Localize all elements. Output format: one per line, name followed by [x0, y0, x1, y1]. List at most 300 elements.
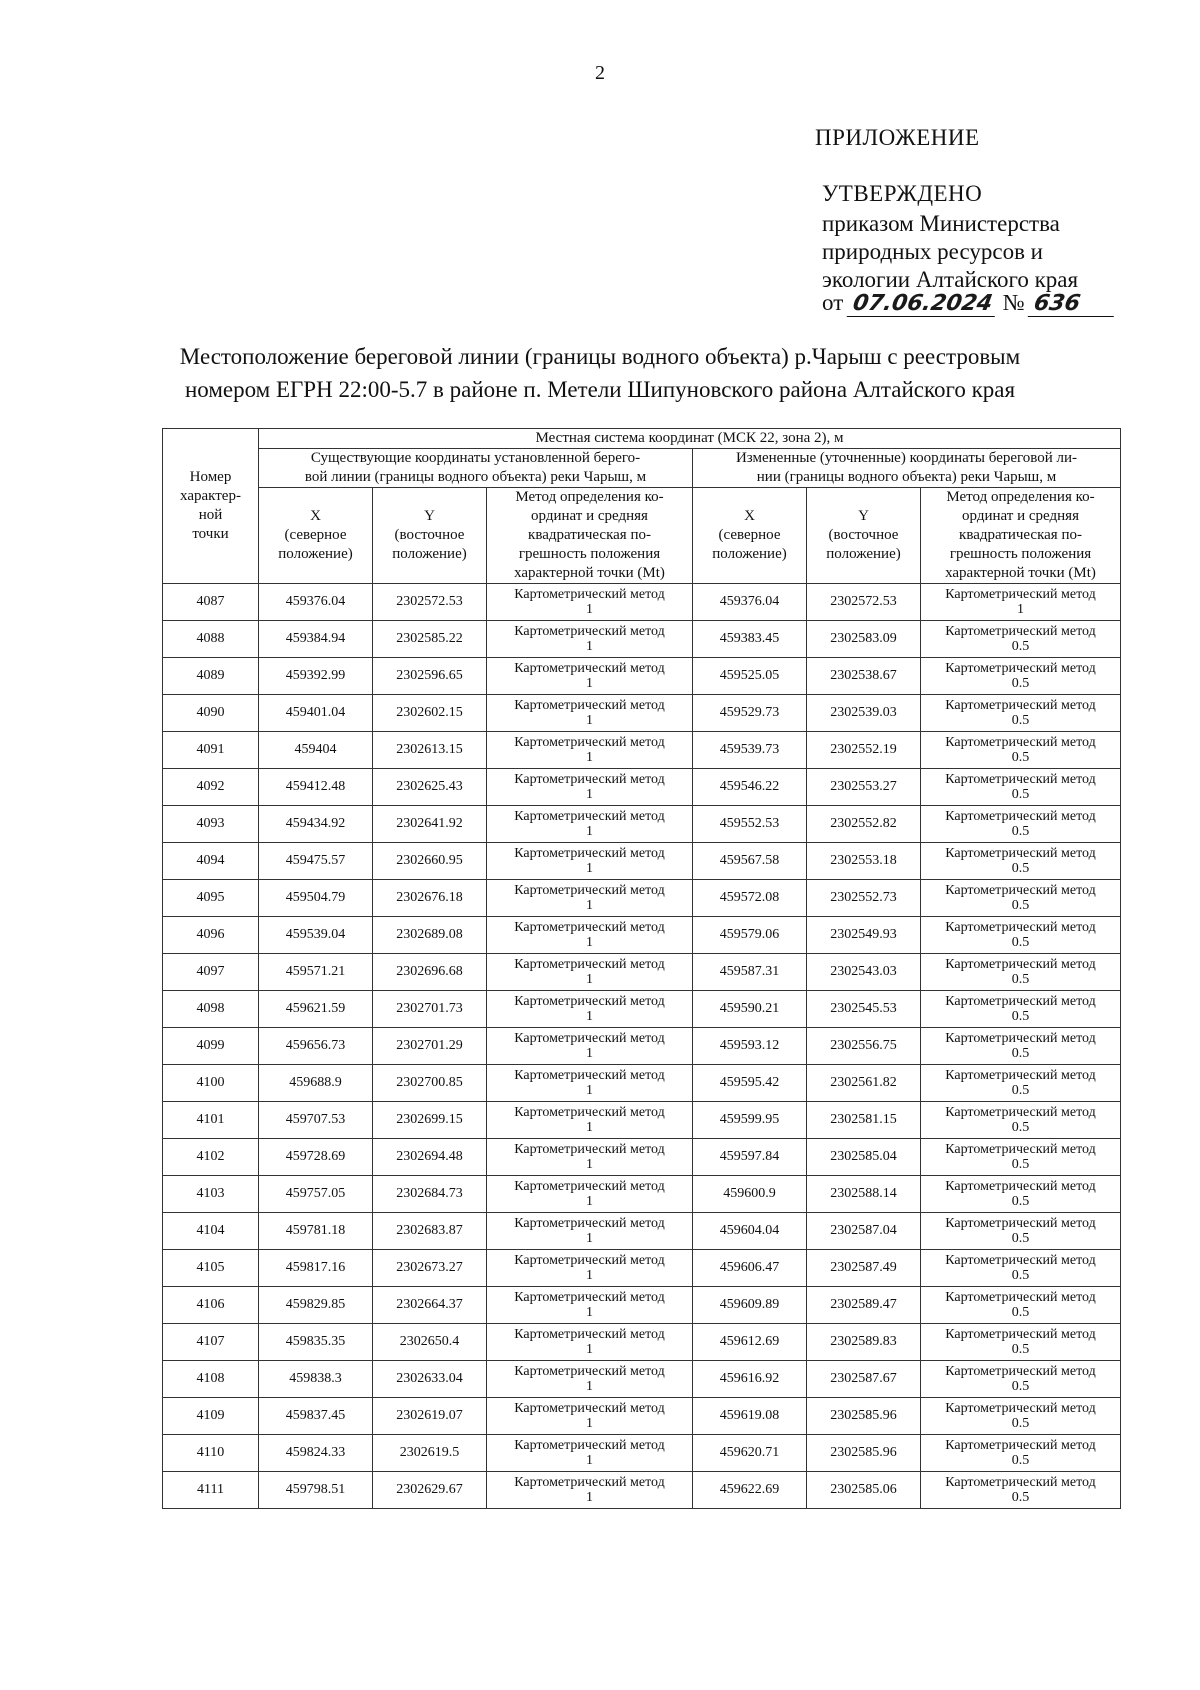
cell-y-changed: 2302561.82	[807, 1065, 921, 1102]
cell-point-number: 4099	[163, 1028, 259, 1065]
cell-method-changed	[921, 843, 1121, 880]
document-title	[60, 340, 1140, 406]
cell-y-changed: 2302589.47	[807, 1287, 921, 1324]
cell-point-number: 4094	[163, 843, 259, 880]
method-name: Картометрический метод	[945, 809, 1096, 824]
table-row	[163, 769, 1121, 806]
cell-x-existing: 459728.69	[259, 1139, 373, 1176]
cell-point-number: 4110	[163, 1435, 259, 1472]
table-row	[163, 584, 1121, 621]
cell-y-changed: 2302585.06	[807, 1472, 921, 1509]
cell-point-number: 4096	[163, 917, 259, 954]
method-name: Картометрический метод	[945, 1327, 1096, 1342]
header-changed-coordinates: Измененные (уточненные) координаты береговой ли- нии (границы водного объекта) реки Чарыш, м	[693, 449, 1121, 488]
method-name: Картометрический метод	[945, 1475, 1096, 1490]
cell-method-existing	[487, 769, 693, 806]
cell-point-number: 4106	[163, 1287, 259, 1324]
cell-y-existing: 2302619.5	[373, 1435, 487, 1472]
table-row	[163, 732, 1121, 769]
method-name: Картометрический метод	[945, 735, 1096, 750]
cell-point-number: 4088	[163, 621, 259, 658]
cell-y-existing: 2302699.15	[373, 1102, 487, 1139]
cell-method-changed	[921, 991, 1121, 1028]
method-name: Картометрический метод	[945, 698, 1096, 713]
cell-x-changed: 459587.31	[693, 954, 807, 991]
cell-y-existing: 2302673.27	[373, 1250, 487, 1287]
method-name: Картометрический метод	[945, 772, 1096, 787]
method-name: Картометрический метод	[514, 698, 665, 713]
cell-point-number: 4108	[163, 1361, 259, 1398]
cell-x-existing: 459404	[259, 732, 373, 769]
method-name: Картометрический метод	[945, 1179, 1096, 1194]
table-row	[163, 1435, 1121, 1472]
method-name: Картометрический метод	[514, 994, 665, 1009]
cell-y-existing: 2302650.4	[373, 1324, 487, 1361]
cell-x-changed: 459376.04	[693, 584, 807, 621]
cell-x-existing: 459401.04	[259, 695, 373, 732]
method-name: Картометрический метод	[945, 994, 1096, 1009]
cell-x-changed: 459552.53	[693, 806, 807, 843]
document-title-line: номером ЕГРН 22:00-5.7 в районе п. Метели Шипуновского района Алтайского края	[184, 377, 1016, 402]
table-row	[163, 1398, 1121, 1435]
cell-y-changed: 2302589.83	[807, 1324, 921, 1361]
cell-y-existing: 2302664.37	[373, 1287, 487, 1324]
cell-y-changed: 2302539.03	[807, 695, 921, 732]
cell-x-existing: 459504.79	[259, 880, 373, 917]
cell-point-number: 4107	[163, 1324, 259, 1361]
cell-x-changed: 459546.22	[693, 769, 807, 806]
cell-y-existing: 2302596.65	[373, 658, 487, 695]
table-row	[163, 621, 1121, 658]
method-error: 1	[586, 713, 593, 728]
cell-y-changed: 2302588.14	[807, 1176, 921, 1213]
method-name: Картометрический метод	[945, 846, 1096, 861]
method-error: 1	[586, 1268, 593, 1283]
method-error: 1	[586, 861, 593, 876]
method-name: Картометрический метод	[514, 1290, 665, 1305]
method-name: Картометрический метод	[514, 883, 665, 898]
method-name: Картометрический метод	[945, 1216, 1096, 1231]
cell-point-number: 4097	[163, 954, 259, 991]
cell-x-existing: 459434.92	[259, 806, 373, 843]
table-row	[163, 806, 1121, 843]
method-name: Картометрический метод	[945, 624, 1096, 639]
cell-x-changed: 459567.58	[693, 843, 807, 880]
cell-x-existing: 459392.99	[259, 658, 373, 695]
cell-y-existing: 2302602.15	[373, 695, 487, 732]
method-error: 1	[586, 1009, 593, 1024]
approval-block	[822, 180, 1078, 294]
cell-y-existing: 2302585.22	[373, 621, 487, 658]
table-header	[163, 429, 1121, 584]
cell-point-number: 4101	[163, 1102, 259, 1139]
method-error: 0.5	[1011, 1120, 1030, 1135]
method-name: Картометрический метод	[945, 1290, 1096, 1305]
method-error: 1	[586, 1490, 593, 1505]
cell-x-changed: 459593.12	[693, 1028, 807, 1065]
cell-y-changed: 2302587.49	[807, 1250, 921, 1287]
table-row	[163, 1213, 1121, 1250]
cell-x-changed: 459579.06	[693, 917, 807, 954]
table-body	[163, 584, 1121, 1509]
method-error: 0.5	[1011, 935, 1030, 950]
cell-point-number: 4105	[163, 1250, 259, 1287]
method-name: Картометрический метод	[945, 587, 1096, 602]
method-name: Картометрический метод	[514, 587, 665, 602]
cell-x-existing: 459835.35	[259, 1324, 373, 1361]
approval-line: природных ресурсов и	[822, 239, 1043, 264]
cell-y-existing: 2302619.07	[373, 1398, 487, 1435]
cell-x-existing: 459798.51	[259, 1472, 373, 1509]
order-from-label: от	[822, 290, 844, 315]
table-row	[163, 1361, 1121, 1398]
cell-x-existing: 459656.73	[259, 1028, 373, 1065]
cell-method-existing	[487, 1472, 693, 1509]
method-error: 1	[586, 676, 593, 691]
method-error: 1	[586, 1379, 593, 1394]
cell-y-changed: 2302553.18	[807, 843, 921, 880]
cell-method-existing	[487, 1102, 693, 1139]
cell-x-changed: 459572.08	[693, 880, 807, 917]
cell-x-existing: 459475.57	[259, 843, 373, 880]
method-error: 0.5	[1011, 1157, 1030, 1172]
cell-y-existing: 2302629.67	[373, 1472, 487, 1509]
cell-x-changed: 459622.69	[693, 1472, 807, 1509]
cell-method-existing	[487, 1065, 693, 1102]
cell-method-existing	[487, 1250, 693, 1287]
cell-x-changed: 459599.95	[693, 1102, 807, 1139]
cell-method-existing	[487, 1213, 693, 1250]
method-name: Картометрический метод	[514, 1253, 665, 1268]
method-name: Картометрический метод	[514, 1401, 665, 1416]
cell-method-existing	[487, 621, 693, 658]
cell-y-changed: 2302545.53	[807, 991, 921, 1028]
approved-label: УТВЕРЖДЕНО	[822, 181, 983, 206]
cell-y-changed: 2302538.67	[807, 658, 921, 695]
method-error: 1	[586, 1342, 593, 1357]
cell-y-changed: 2302572.53	[807, 584, 921, 621]
method-error: 0.5	[1011, 1194, 1030, 1209]
cell-method-changed	[921, 1028, 1121, 1065]
cell-method-existing	[487, 695, 693, 732]
method-name: Картометрический метод	[514, 1438, 665, 1453]
cell-point-number: 4091	[163, 732, 259, 769]
cell-method-changed	[921, 769, 1121, 806]
header-method-changed: Метод определения ко- ординат и средняя квадратическая по- грешность положения характерной точки (Mt)	[921, 488, 1121, 584]
method-error: 0.5	[1011, 1268, 1030, 1283]
cell-method-changed	[921, 917, 1121, 954]
table-row	[163, 1472, 1121, 1509]
cell-x-existing: 459838.3	[259, 1361, 373, 1398]
method-name: Картометрический метод	[514, 772, 665, 787]
cell-y-existing: 2302633.04	[373, 1361, 487, 1398]
table-row	[163, 843, 1121, 880]
cell-x-changed: 459606.47	[693, 1250, 807, 1287]
table-row	[163, 1250, 1121, 1287]
method-name: Картометрический метод	[945, 957, 1096, 972]
method-name: Картометрический метод	[514, 1179, 665, 1194]
cell-x-changed: 459609.89	[693, 1287, 807, 1324]
method-name: Картометрический метод	[514, 1475, 665, 1490]
method-error: 0.5	[1011, 1342, 1030, 1357]
cell-y-changed: 2302585.04	[807, 1139, 921, 1176]
method-error: 1	[586, 972, 593, 987]
table-row	[163, 1028, 1121, 1065]
order-line	[822, 290, 1116, 317]
method-name: Картометрический метод	[945, 920, 1096, 935]
cell-x-changed: 459597.84	[693, 1139, 807, 1176]
cell-method-existing	[487, 1287, 693, 1324]
cell-y-changed: 2302552.82	[807, 806, 921, 843]
cell-x-changed: 459604.04	[693, 1213, 807, 1250]
method-error: 0.5	[1011, 824, 1030, 839]
cell-x-existing: 459817.16	[259, 1250, 373, 1287]
cell-x-existing: 459376.04	[259, 584, 373, 621]
cell-method-changed	[921, 1435, 1121, 1472]
cell-x-existing: 459781.18	[259, 1213, 373, 1250]
coordinates-table	[162, 428, 1121, 1509]
cell-point-number: 4111	[163, 1472, 259, 1509]
cell-y-changed: 2302585.96	[807, 1398, 921, 1435]
header-point-number: Номер характер- ной точки	[163, 429, 259, 584]
method-error: 0.5	[1011, 676, 1030, 691]
cell-method-changed	[921, 1361, 1121, 1398]
cell-method-changed	[921, 695, 1121, 732]
header-y-changed: Y (восточное положение)	[807, 488, 921, 584]
cell-y-changed: 2302543.03	[807, 954, 921, 991]
cell-x-changed: 459619.08	[693, 1398, 807, 1435]
method-error: 1	[586, 824, 593, 839]
cell-method-existing	[487, 1435, 693, 1472]
cell-point-number: 4095	[163, 880, 259, 917]
cell-x-existing: 459571.21	[259, 954, 373, 991]
method-name: Картометрический метод	[514, 1327, 665, 1342]
method-error: 1	[586, 1231, 593, 1246]
page-number: 2	[595, 62, 605, 84]
cell-y-existing: 2302572.53	[373, 584, 487, 621]
order-number: 636	[1028, 291, 1119, 317]
header-method-existing: Метод определения ко- ординат и средняя квадратическая по- грешность положения характерной точки (Mt)	[487, 488, 693, 584]
header-y-existing: Y (восточное положение)	[373, 488, 487, 584]
cell-y-existing: 2302701.29	[373, 1028, 487, 1065]
cell-method-existing	[487, 1324, 693, 1361]
method-error: 0.5	[1011, 1231, 1030, 1246]
cell-method-existing	[487, 1361, 693, 1398]
table-row	[163, 954, 1121, 991]
cell-point-number: 4089	[163, 658, 259, 695]
cell-method-changed	[921, 658, 1121, 695]
cell-method-existing	[487, 1028, 693, 1065]
method-name: Картометрический метод	[945, 661, 1096, 676]
cell-y-changed: 2302587.67	[807, 1361, 921, 1398]
cell-method-existing	[487, 991, 693, 1028]
method-error: 1	[586, 935, 593, 950]
cell-x-existing: 459621.59	[259, 991, 373, 1028]
cell-x-existing: 459824.33	[259, 1435, 373, 1472]
cell-method-existing	[487, 584, 693, 621]
cell-y-changed: 2302585.96	[807, 1435, 921, 1472]
method-name: Картометрический метод	[514, 1364, 665, 1379]
method-error: 1	[586, 1083, 593, 1098]
method-error: 1	[586, 1120, 593, 1135]
table-row	[163, 1139, 1121, 1176]
method-name: Картометрический метод	[514, 957, 665, 972]
approval-line: приказом Министерства	[822, 211, 1060, 236]
cell-y-existing: 2302696.68	[373, 954, 487, 991]
cell-method-changed	[921, 1472, 1121, 1509]
cell-y-changed: 2302581.15	[807, 1102, 921, 1139]
cell-y-changed: 2302549.93	[807, 917, 921, 954]
method-error: 1	[586, 898, 593, 913]
method-error: 0.5	[1011, 750, 1030, 765]
cell-y-existing: 2302694.48	[373, 1139, 487, 1176]
method-error: 0.5	[1011, 861, 1030, 876]
method-error: 0.5	[1011, 1490, 1030, 1505]
method-name: Картометрический метод	[514, 661, 665, 676]
cell-y-existing: 2302625.43	[373, 769, 487, 806]
table-row	[163, 1324, 1121, 1361]
method-error: 0.5	[1011, 898, 1030, 913]
cell-x-existing: 459384.94	[259, 621, 373, 658]
cell-method-changed	[921, 1398, 1121, 1435]
method-error: 0.5	[1011, 972, 1030, 987]
cell-x-changed: 459590.21	[693, 991, 807, 1028]
method-error: 1	[586, 1157, 593, 1172]
cell-method-changed	[921, 732, 1121, 769]
cell-method-changed	[921, 880, 1121, 917]
cell-x-existing: 459829.85	[259, 1287, 373, 1324]
method-name: Картометрический метод	[514, 1068, 665, 1083]
cell-x-existing: 459707.53	[259, 1102, 373, 1139]
cell-method-existing	[487, 1176, 693, 1213]
cell-y-existing: 2302689.08	[373, 917, 487, 954]
cell-point-number: 4093	[163, 806, 259, 843]
cell-method-existing	[487, 806, 693, 843]
cell-point-number: 4100	[163, 1065, 259, 1102]
method-error: 1	[586, 1453, 593, 1468]
cell-y-existing: 2302683.87	[373, 1213, 487, 1250]
header-existing-coordinates: Существующие координаты установленной берего- вой линии (границы водного объекта) реки Чарыш, м	[259, 449, 693, 488]
cell-method-existing	[487, 917, 693, 954]
cell-y-changed: 2302552.73	[807, 880, 921, 917]
document-title-line: Местоположение береговой линии (границы водного объекта) р.Чарыш с реестровым	[179, 344, 1021, 369]
cell-method-changed	[921, 1324, 1121, 1361]
method-name: Картометрический метод	[945, 1105, 1096, 1120]
cell-y-changed: 2302552.19	[807, 732, 921, 769]
method-name: Картометрический метод	[945, 1401, 1096, 1416]
cell-method-existing	[487, 1139, 693, 1176]
table-row	[163, 1065, 1121, 1102]
cell-method-existing	[487, 880, 693, 917]
method-name: Картометрический метод	[514, 1031, 665, 1046]
cell-x-changed: 459620.71	[693, 1435, 807, 1472]
method-name: Картометрический метод	[514, 846, 665, 861]
method-name: Картометрический метод	[514, 624, 665, 639]
method-error: 1	[586, 639, 593, 654]
method-name: Картометрический метод	[514, 809, 665, 824]
cell-x-changed: 459600.9	[693, 1176, 807, 1213]
cell-x-existing: 459757.05	[259, 1176, 373, 1213]
cell-method-existing	[487, 1398, 693, 1435]
cell-y-existing: 2302641.92	[373, 806, 487, 843]
cell-method-existing	[487, 954, 693, 991]
table-row	[163, 917, 1121, 954]
method-error: 1	[1017, 602, 1024, 617]
method-error: 0.5	[1011, 1305, 1030, 1320]
method-name: Картометрический метод	[945, 1068, 1096, 1083]
approval-line: экологии Алтайского края	[822, 267, 1079, 292]
cell-point-number: 4092	[163, 769, 259, 806]
table-row	[163, 658, 1121, 695]
cell-x-changed: 459525.05	[693, 658, 807, 695]
cell-x-changed: 459595.42	[693, 1065, 807, 1102]
cell-method-existing	[487, 843, 693, 880]
cell-method-changed	[921, 1250, 1121, 1287]
cell-method-changed	[921, 1287, 1121, 1324]
cell-x-changed: 459383.45	[693, 621, 807, 658]
cell-point-number: 4109	[163, 1398, 259, 1435]
cell-method-changed	[921, 1065, 1121, 1102]
method-name: Картометрический метод	[945, 883, 1096, 898]
cell-method-changed	[921, 954, 1121, 991]
cell-method-changed	[921, 806, 1121, 843]
cell-y-changed: 2302583.09	[807, 621, 921, 658]
method-error: 1	[586, 1046, 593, 1061]
cell-y-existing: 2302684.73	[373, 1176, 487, 1213]
cell-method-existing	[487, 732, 693, 769]
method-error: 0.5	[1011, 787, 1030, 802]
method-name: Картометрический метод	[945, 1142, 1096, 1157]
header-x-changed: X (северное положение)	[693, 488, 807, 584]
cell-method-changed	[921, 621, 1121, 658]
method-name: Картометрический метод	[945, 1253, 1096, 1268]
appendix-heading: ПРИЛОЖЕНИЕ	[815, 125, 980, 150]
method-name: Картометрический метод	[514, 1142, 665, 1157]
cell-y-existing: 2302700.85	[373, 1065, 487, 1102]
method-error: 0.5	[1011, 1453, 1030, 1468]
cell-y-changed: 2302553.27	[807, 769, 921, 806]
cell-method-changed	[921, 1139, 1121, 1176]
method-name: Картометрический метод	[514, 735, 665, 750]
order-number-label: №	[1002, 290, 1025, 315]
cell-x-existing: 459688.9	[259, 1065, 373, 1102]
cell-y-existing: 2302701.73	[373, 991, 487, 1028]
table-row	[163, 1102, 1121, 1139]
cell-y-existing: 2302613.15	[373, 732, 487, 769]
method-name: Картометрический метод	[945, 1364, 1096, 1379]
method-error: 0.5	[1011, 1379, 1030, 1394]
method-error: 0.5	[1011, 1046, 1030, 1061]
cell-point-number: 4102	[163, 1139, 259, 1176]
method-error: 1	[586, 1194, 593, 1209]
cell-x-changed: 459539.73	[693, 732, 807, 769]
cell-y-changed: 2302587.04	[807, 1213, 921, 1250]
order-date: 07.06.2024	[847, 291, 1000, 317]
table-row	[163, 991, 1121, 1028]
method-error: 1	[586, 750, 593, 765]
method-error: 0.5	[1011, 1009, 1030, 1024]
cell-method-changed	[921, 1102, 1121, 1139]
cell-x-changed: 459616.92	[693, 1361, 807, 1398]
cell-y-existing: 2302676.18	[373, 880, 487, 917]
cell-point-number: 4104	[163, 1213, 259, 1250]
method-error: 1	[586, 1416, 593, 1431]
cell-point-number: 4087	[163, 584, 259, 621]
method-error: 1	[586, 1305, 593, 1320]
cell-x-changed: 459612.69	[693, 1324, 807, 1361]
cell-y-existing: 2302660.95	[373, 843, 487, 880]
method-error: 1	[586, 787, 593, 802]
